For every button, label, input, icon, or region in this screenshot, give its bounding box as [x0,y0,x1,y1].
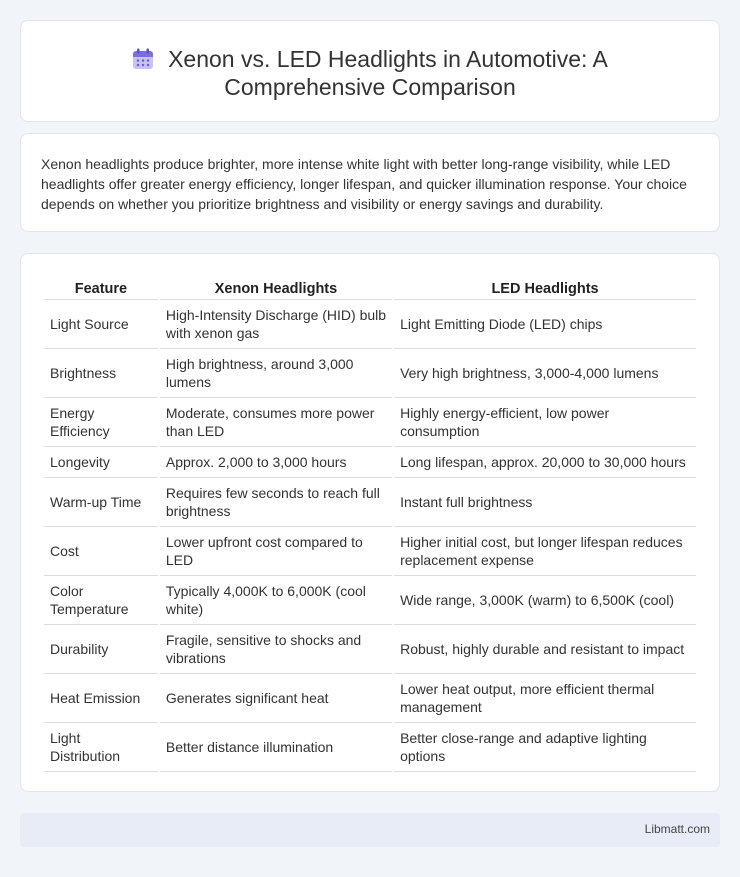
led-cell: Lower heat output, more efficient thermal management [394,674,696,723]
comparison-table [42,274,698,772]
led-cell: Long lifespan, approx. 20,000 to 30,000 hours [394,447,696,478]
xenon-cell: Requires few seconds to reach full brightness [160,478,392,527]
xenon-cell: Lower upfront cost compared to LED [160,527,392,576]
table-row [44,576,696,625]
feature-cell: Color Temperature [44,576,158,625]
table-row [44,478,696,527]
table-row [44,674,696,723]
xenon-cell: Fragile, sensitive to shocks and vibrations [160,625,392,674]
xenon-cell: Generates significant heat [160,674,392,723]
xenon-cell: Better distance illumination [160,723,392,772]
table-header-row [44,274,696,300]
header-led: LED Headlights [394,274,696,300]
summary-text: Xenon headlights produce brighter, more intense white light with better long-range visibility, while LED headlights offer greater energy efficiency, longer lifespan, and quicker illumination response. Your choice depends on whether you prioritize brightness and visibility or energy savings and durability. [41,156,687,212]
title-line-2: Comprehensive Comparison [224,74,516,100]
title-line-1: Xenon vs. LED Headlights in Automotive: A [168,46,608,72]
feature-cell: Longevity [44,447,158,478]
led-cell: Instant full brightness [394,478,696,527]
table-row [44,723,696,772]
xenon-cell: Approx. 2,000 to 3,000 hours [160,447,392,478]
led-cell: Wide range, 3,000K (warm) to 6,500K (cool) [394,576,696,625]
feature-cell: Light Distribution [44,723,158,772]
led-cell: Light Emitting Diode (LED) chips [394,300,696,349]
feature-cell: Cost [44,527,158,576]
table-row [44,300,696,349]
feature-cell: Energy Efficiency [44,398,158,447]
table-row [44,527,696,576]
calendar-icon [132,48,154,70]
led-cell: Highly energy-efficient, low power consumption [394,398,696,447]
feature-cell: Brightness [44,349,158,398]
footer-site-link[interactable]: Libmatt.com [644,822,710,836]
title-card [20,20,720,122]
xenon-cell: High brightness, around 3,000 lumens [160,349,392,398]
feature-cell: Durability [44,625,158,674]
header-feature: Feature [44,274,158,300]
summary-card [20,133,720,232]
page-title [21,45,719,101]
led-cell: Better close-range and adaptive lighting options [394,723,696,772]
xenon-cell: Moderate, consumes more power than LED [160,398,392,447]
table-row [44,447,696,478]
feature-cell: Warm-up Time [44,478,158,527]
xenon-cell: High-Intensity Discharge (HID) bulb with xenon gas [160,300,392,349]
feature-cell: Heat Emission [44,674,158,723]
header-xenon: Xenon Headlights [160,274,392,300]
table-row [44,625,696,674]
table-row [44,349,696,398]
table-row [44,398,696,447]
feature-cell: Light Source [44,300,158,349]
xenon-cell: Typically 4,000K to 6,000K (cool white) [160,576,392,625]
footer [20,813,720,847]
comparison-card [20,253,720,792]
led-cell: Robust, highly durable and resistant to impact [394,625,696,674]
led-cell: Very high brightness, 3,000-4,000 lumens [394,349,696,398]
led-cell: Higher initial cost, but longer lifespan reduces replacement expense [394,527,696,576]
